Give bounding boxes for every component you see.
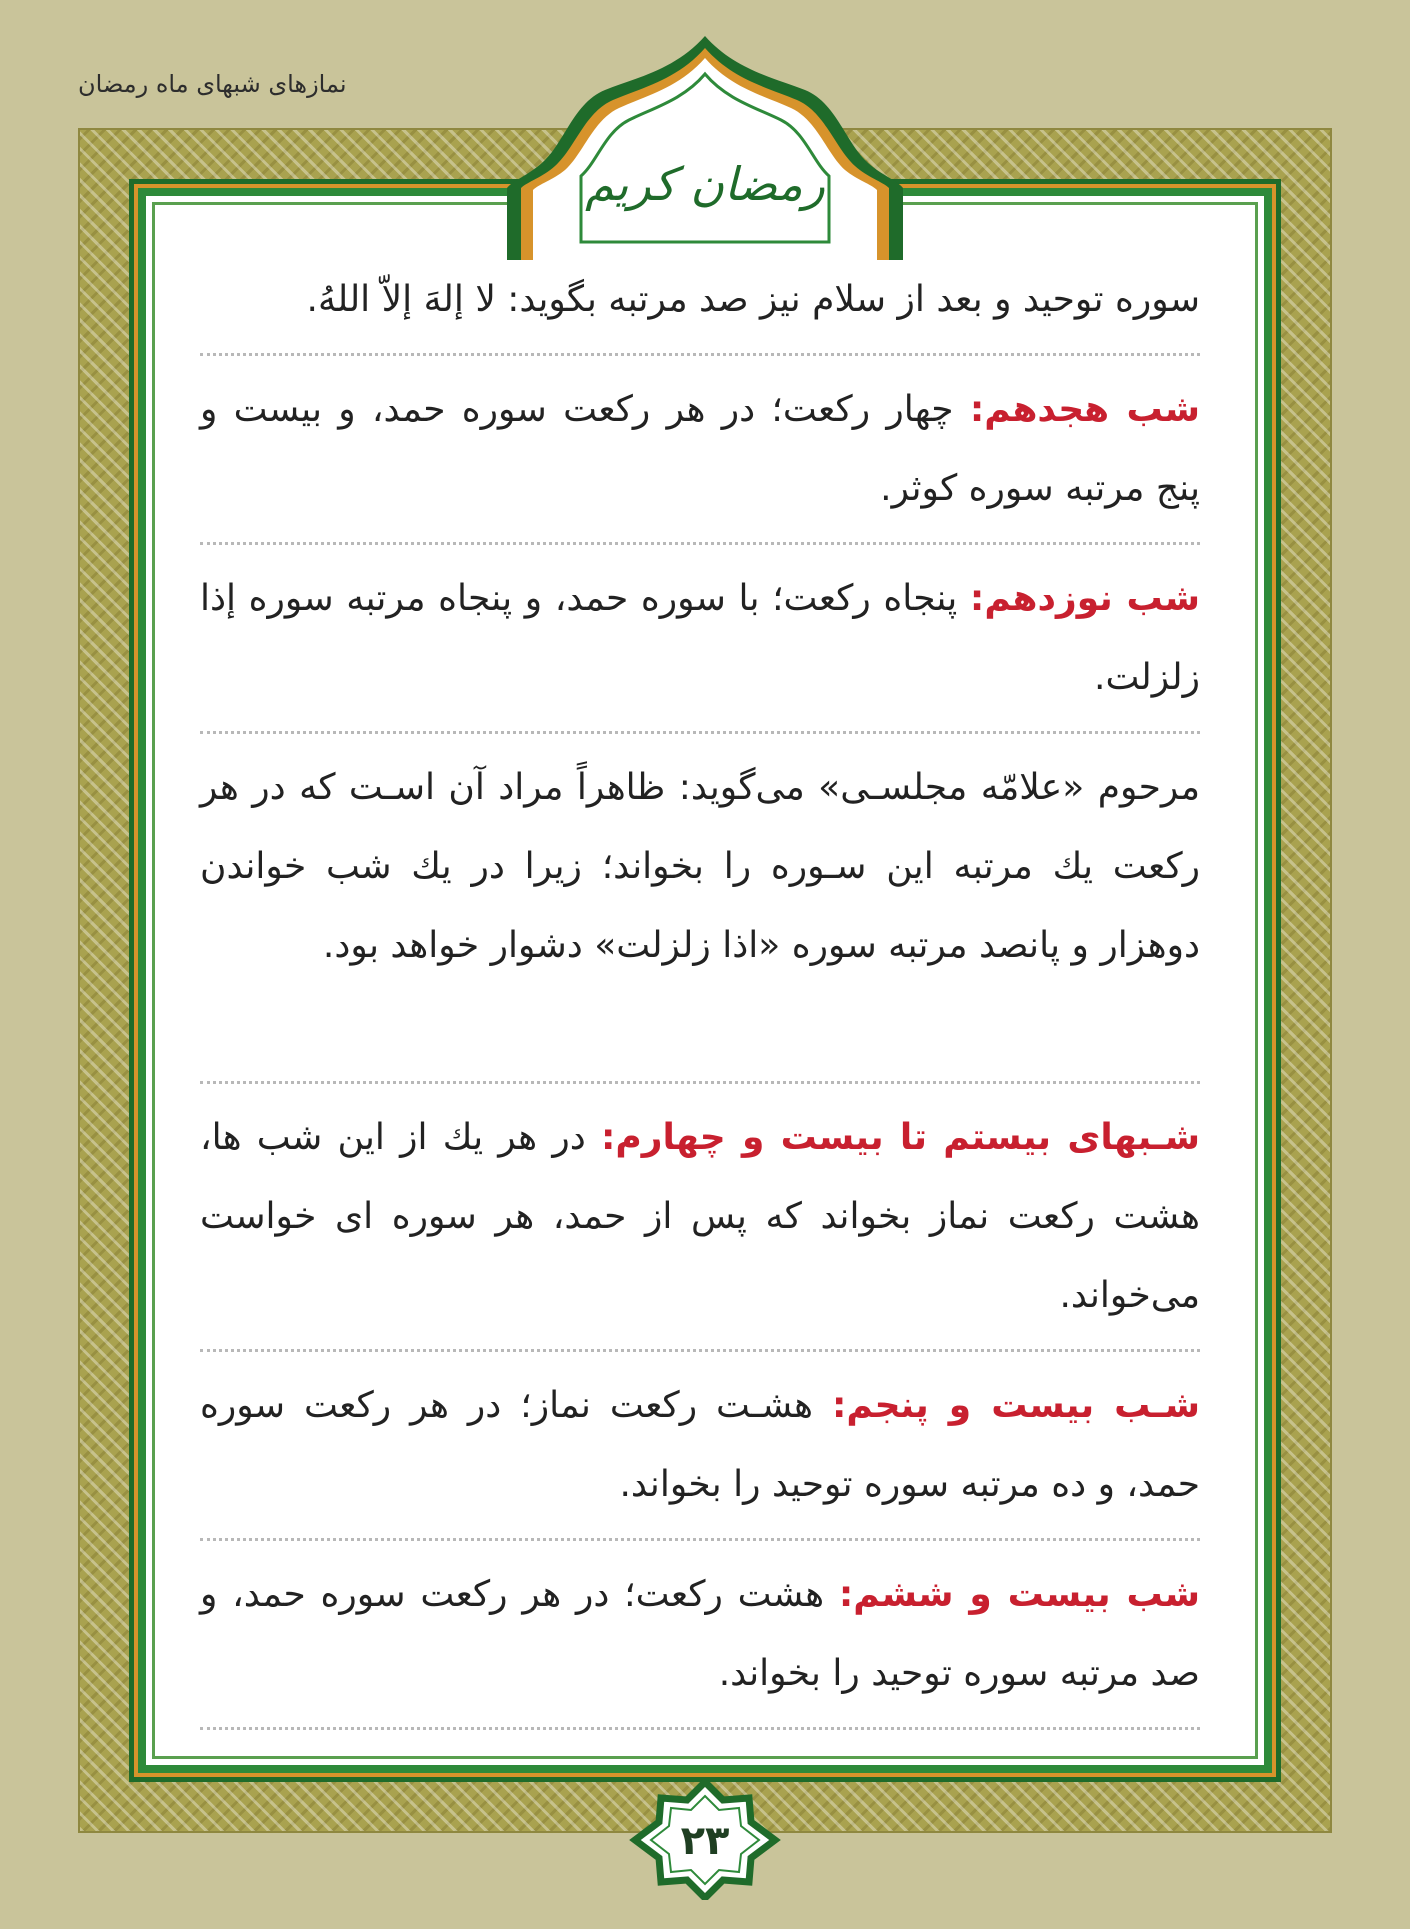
- paragraph-text: سوره توحید و بعد از سلام نیز صد مرتبه بگوید: لا إلهَ إلاّ اللهُ.: [306, 279, 1200, 320]
- header-calligraphy: رمضان کریم: [585, 157, 825, 211]
- paragraph-heading: شب نوزدهم:: [969, 578, 1200, 619]
- paragraph-nights-20-24: [200, 1098, 1200, 1335]
- dotted-divider: [200, 353, 1200, 356]
- paragraph-night-18: [200, 370, 1200, 528]
- paragraph-text: مرحوم «علامّه مجلسـی» می‌گوید: ظاهراً مراد آن اسـت که در هر رکعت یك مرتبه این سـوره را بخواند؛ زیرا در یك شب خواندن دوهزار و پانصد مرتبه سوره «اذا زلزلت» دشوار خواهد بود.: [200, 767, 1200, 966]
- header-medallion: [505, 30, 905, 260]
- paragraph-night-19: [200, 559, 1200, 717]
- dotted-divider: [200, 1727, 1200, 1730]
- paragraph-intro: [200, 260, 1200, 339]
- paragraph-text: هشـت رکعت نماز؛ در هر رکعت سوره حمد، و ده مرتبه سوره توحید را بخواند.: [200, 1385, 1200, 1505]
- page-number: ۲۳: [680, 1818, 730, 1864]
- dotted-divider: [200, 1538, 1200, 1541]
- paragraph-heading: شب بیست و ششم:: [838, 1574, 1200, 1615]
- paragraph-text: هشت رکعت؛ در هر رکعت سوره حمد، و صد مرتبه سوره توحید را بخواند.: [200, 1574, 1200, 1694]
- paragraph-night-25: [200, 1366, 1200, 1524]
- paragraph-majlesi-note: [200, 748, 1200, 985]
- paragraph-text: در هر یك از این شب ها، هشت رکعت نماز بخواند که پس از حمد، هر سوره ای خواست می‌خواند.: [200, 1117, 1200, 1316]
- dotted-divider: [200, 731, 1200, 734]
- paragraph-heading: شب هجدهم:: [969, 389, 1200, 430]
- paragraph-heading: شـب بیست و پنجم:: [831, 1385, 1200, 1426]
- dotted-divider: [200, 542, 1200, 545]
- paragraph-text: چهار رکعت؛ در هر رکعت سوره حمد، و بیست و پنج مرتبه سوره کوثر.: [200, 389, 1200, 509]
- paragraph-text: پنجاه رکعت؛ با سوره حمد، و پنجاه مرتبه سوره إذا زلزلت.: [200, 578, 1200, 698]
- page-body: [200, 260, 1200, 1744]
- paragraph-night-26: [200, 1555, 1200, 1713]
- running-title: نمازهای شبهای ماه رمضان: [78, 70, 347, 98]
- paragraph-heading: شـبهای بیستم تا بیست و چهارم:: [600, 1117, 1201, 1158]
- dotted-divider: [200, 1349, 1200, 1352]
- page-number-badge: [625, 1780, 785, 1900]
- dotted-divider: [200, 1081, 1200, 1084]
